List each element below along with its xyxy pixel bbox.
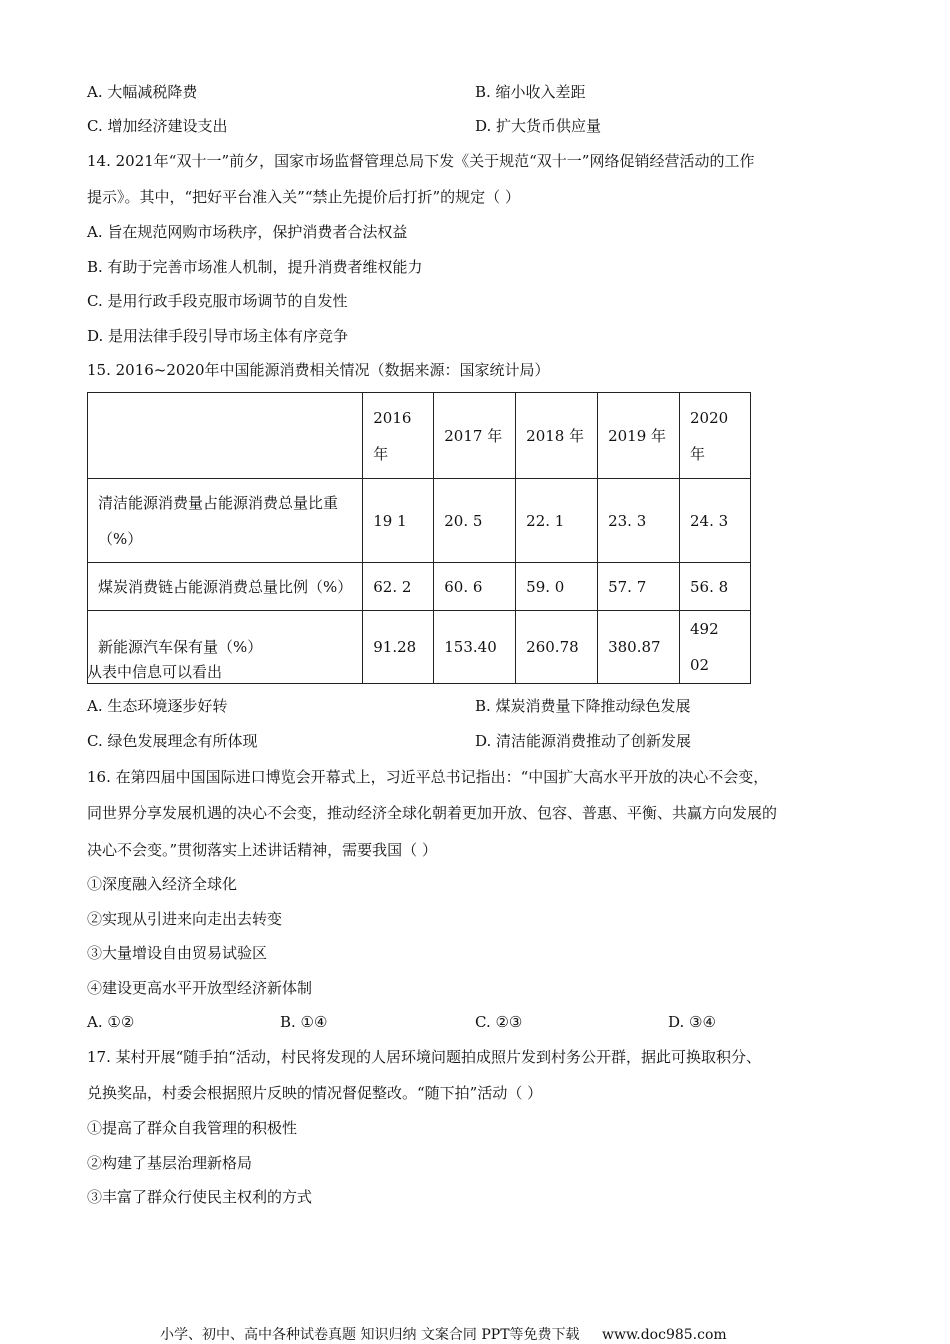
- q16-option-b: B. ①④: [280, 1013, 328, 1031]
- table-cell: 22. 1: [516, 479, 598, 563]
- q14-stem-line1: 14. 2021年“双十一”前夕，国家市场监督管理总局下发《关于规范“双十一”网络促销经营活动的工作: [87, 152, 755, 170]
- energy-table: [87, 392, 751, 684]
- table-header-cell: 2019 年: [598, 393, 680, 479]
- q14-option-c: C. 是用行政手段克服市场调节的自发性: [87, 292, 348, 310]
- table-corner-cell: [88, 393, 363, 479]
- table-cell: 57. 7: [598, 563, 680, 611]
- q14-option-a: A. 旨在规范网购市场秩序，保护消费者合法权益: [87, 223, 408, 241]
- q17-stem-line1: 17. 某村开展“随手拍“活动，村民将发现的人居环境问题拍成照片发到村务公开群，据此可换取积分、: [87, 1048, 761, 1066]
- q17-item-1: ①提高了群众自我管理的积极性: [87, 1119, 298, 1137]
- table-cell: 260.78: [516, 611, 598, 684]
- q16-stem-line1: 16. 在第四届中国国际进口博览会开幕式上，习近平总书记指出：“中国扩大高水平开放的决心不会变，: [87, 768, 769, 786]
- table-row: [88, 563, 751, 611]
- table-cell: 60. 6: [434, 563, 516, 611]
- table-cell: 24. 3: [680, 479, 751, 563]
- table-header-cell: 2018 年: [516, 393, 598, 479]
- table-cell: 153.40: [434, 611, 516, 684]
- q16-stem-line3: 决心不会变。”贯彻落实上述讲话精神，需要我国（ ）: [87, 841, 437, 859]
- q17-item-3: ③丰富了群众行使民主权利的方式: [87, 1188, 313, 1206]
- q16-item-2: ②实现从引进来向走出去转变: [87, 910, 283, 928]
- table-cell: 56. 8: [680, 563, 751, 611]
- q16-option-c: C. ②③: [475, 1013, 523, 1031]
- q15-after-table: 从表中信息可以看出: [87, 663, 223, 681]
- table-cell: 91.28: [363, 611, 434, 684]
- table-cell: 20. 5: [434, 479, 516, 563]
- q15-option-b: B. 煤炭消费量下降推动绿色发展: [475, 697, 691, 715]
- table-cell: 19 1: [363, 479, 434, 563]
- q16-stem-line2: 同世界分享发展机遇的决心不会变，推动经济全球化朝着更加开放、包容、普惠、平衡、共赢方向发展的: [87, 804, 778, 822]
- footer-text: 小学、初中、高中各种试卷真题 知识归纳 文案合同 PPT等免费下载: [160, 1327, 580, 1343]
- q16-item-3: ③大量增设自由贸易试验区: [87, 944, 268, 962]
- table-cell: 59. 0: [516, 563, 598, 611]
- table-row: [88, 479, 751, 563]
- q13-option-b: B. 缩小收入差距: [475, 83, 586, 101]
- q14-option-d: D. 是用法律手段引导市场主体有序竞争: [87, 327, 349, 345]
- table-header-cell: 2016年: [363, 393, 434, 479]
- q16-item-4: ④建设更高水平开放型经济新体制: [87, 979, 313, 997]
- table-header-row: [88, 393, 751, 479]
- table-row-label: 新能源汽车保有量（%）: [88, 611, 363, 684]
- q14-option-b: B. 有助于完善市场准人机制，提升消费者维权能力: [87, 258, 423, 276]
- q15-option-c: C. 绿色发展理念有所体现: [87, 732, 258, 750]
- q15-option-d: D. 清洁能源消费推动了创新发展: [475, 732, 692, 750]
- q14-stem-line2: 提示》。其中，“把好平台准入关”“禁止先提价后打折”的规定（ ）: [87, 188, 520, 206]
- footer-link[interactable]: www.doc985.com: [601, 1327, 727, 1343]
- q15-title: 15. 2016~2020年中国能源消费相关情况（数据来源：国家统计局）: [87, 361, 550, 379]
- q13-option-c: C. 增加经济建设支出: [87, 117, 228, 135]
- table-cell: 23. 3: [598, 479, 680, 563]
- page-footer: [160, 1324, 727, 1344]
- q13-option-a: A. 大幅减税降费: [87, 83, 198, 101]
- table-row-label: 煤炭消费链占能源消费总量比例（%）: [88, 563, 363, 611]
- q16-option-a: A. ①②: [87, 1013, 135, 1031]
- q17-item-2: ②构建了基层治理新格局: [87, 1154, 253, 1172]
- table-cell: 492 02: [680, 611, 751, 684]
- q17-stem-line2: 兑换奖品，村委会根据照片反映的情况督促整改。“随下拍”活动（ ）: [87, 1084, 543, 1102]
- q13-option-d: D. 扩大货币供应量: [475, 117, 602, 135]
- table-row-label: 清洁能源消费量占能源消费总量比重（%）: [88, 479, 363, 563]
- table-header-cell: 2020年: [680, 393, 751, 479]
- table-cell: 62. 2: [363, 563, 434, 611]
- table-header-cell: 2017 年: [434, 393, 516, 479]
- q16-item-1: ①深度融入经济全球化: [87, 875, 238, 893]
- q16-option-d: D. ③④: [668, 1013, 716, 1031]
- q15-option-a: A. 生态环境逐步好转: [87, 697, 228, 715]
- table-cell: 380.87: [598, 611, 680, 684]
